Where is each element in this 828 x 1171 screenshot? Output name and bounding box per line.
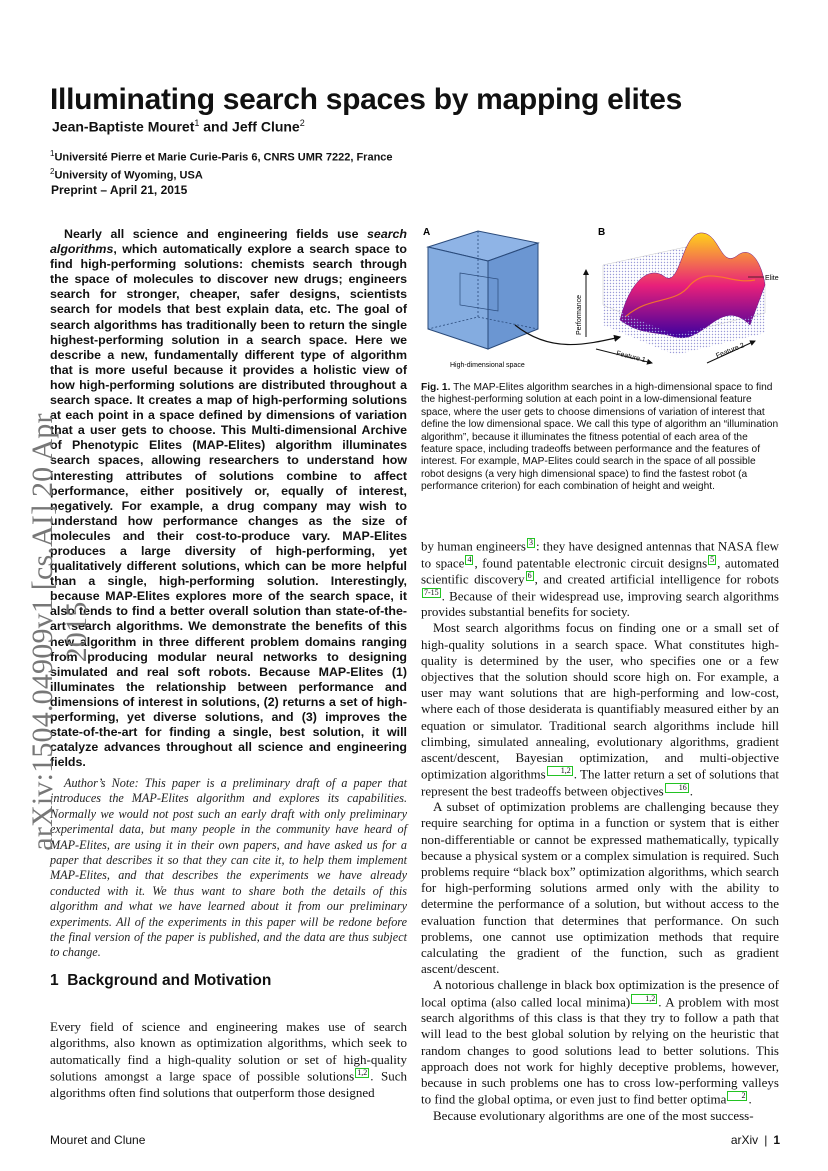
body-column-2 [421, 538, 779, 1124]
abstract-text-start: Nearly all science and engineering fields use [64, 227, 368, 241]
elite-label: Elite [765, 275, 779, 282]
body-text: . Such algorithms often find solutions that outperform those designed [50, 1068, 407, 1100]
page-number: 1 [773, 1133, 780, 1147]
body-text: : they have designed antennas that NASA flew to space [421, 538, 779, 570]
abstract [50, 227, 407, 770]
author-conjunction: and [203, 118, 229, 135]
figure-1 [420, 225, 780, 375]
author-1: Jean-Baptiste Mouret [52, 118, 195, 135]
panel-b-label: B [598, 227, 606, 238]
citation-link[interactable]: 1,2 [631, 994, 657, 1004]
citation-link[interactable]: 7-15 [424, 587, 439, 597]
high-dimensional-cube [428, 231, 538, 349]
footer-page-info [731, 1133, 780, 1147]
body-paragraph [421, 620, 779, 799]
caption-text [421, 382, 780, 494]
high-dimensional-space-label: High-dimensional space [450, 362, 525, 369]
caption-body: The MAP-Elites algorithm searches in a high-dimensional space to find the highest-performing solution at each point in a low-dimensional feature space, where the user gets to choose dimensions of variation of interest that define the low dimensional space. We call this type of algorithm an “illumination algorithm”, because it illuminates the fitness potential of each area of the feature space, including tradeoffs between performance and the features of interest. For example, MAP-Elites could search in the space of all possible robot designs (a very high dimensional space) to find the fastest robot (a performance criterion) for each combination of height and weight. [421, 382, 779, 493]
section-heading [50, 972, 271, 990]
abstract-emphasis: search algorithms [50, 227, 407, 257]
author-1-affiliation-mark: 1 [194, 118, 200, 128]
citation-link[interactable]: 2 [727, 1091, 747, 1101]
author-2: Jeff Clune [232, 118, 300, 135]
body-paragraph [421, 977, 779, 1107]
body-text: by human engineers [421, 538, 526, 554]
affiliation-2 [50, 165, 393, 183]
affiliations [50, 147, 393, 182]
body-text: . A problem with most search algorithms of this class is that they try to follow a path that will lead to the best global solution by relying on the heuristic that random changes to good solutions lead to better solutions. This approach does not work for highly deceptive problems, however, because in such problems one has to cross low-performing valleys to find the global optima, or even just to find better optima [421, 993, 780, 1107]
body-paragraph [50, 1019, 407, 1101]
body-paragraph: A subset of optimization problems are challenging because they require searching for optima in a function or system that is either non-differentiable or cannot be expressed mathematically, typically because a physical system or a complex simulation is required. Such problems require “black box” optimization algorithms, which search for high-performing solutions armed only with the ability to determine the performance of a solution, but without access to the evaluation function that determines that performance. On such problems, one cannot use optimization methods that require calculating the gradient of the function, such as gradient ascent/descent. [421, 799, 779, 977]
citation-link[interactable]: 4 [467, 554, 472, 564]
body-text: , automated scientific discovery [421, 554, 779, 587]
affiliation-1-mark: 1 [50, 149, 55, 158]
abstract-paragraph [50, 227, 407, 770]
figure-1-graphic [420, 225, 780, 375]
affiliation-2-text: University of Wyoming, USA [54, 169, 203, 182]
panel-a-label: A [423, 227, 431, 238]
body-text: . [748, 1091, 752, 1107]
authors-note [50, 776, 407, 961]
section-number: 1 [50, 972, 59, 989]
citation-link[interactable]: 16 [665, 783, 689, 793]
footer-authors: Mouret and Clune [50, 1133, 146, 1147]
body-column-1 [50, 1019, 407, 1101]
body-paragraph [421, 538, 779, 620]
feature-2-label: Feature 2 [715, 342, 746, 360]
body-text: A notorious challenge in black box optimization is the presence of local optima (also called local minima) [421, 977, 779, 1009]
affiliation-1 [50, 147, 393, 165]
citation-link[interactable]: 6 [527, 571, 532, 581]
affiliation-2-mark: 2 [50, 166, 55, 176]
performance-surface [603, 233, 765, 355]
arxiv-identifier-stamp: arXiv:1504.04909v1 [cs.AI] 20 Apr 2015 [26, 413, 93, 851]
authors-note-text: Author’s Note: This paper is a preliminary draft of a paper that introduces the MAP-Elites algorithm and explores its capabilities. Normally we would not post such an early draft with only preliminary experimental data, but many people in the community have heard of MAP-Elites, are using it in their own papers, and have asked us for a paper that describes it so that they can cite it, to help them implement MAP-Elites, and that describes the experiments we have already conducted with it. We thus want to share both the details of this algorithm and what we have learned about it from our preliminary experiments. All of the experiments in this paper will be redone before the final version of the paper is published, and the data are thus subject to change. [50, 776, 407, 960]
preprint-date: Preprint – April 21, 2015 [51, 183, 188, 197]
section-title: Background and Motivation [67, 972, 272, 989]
feature-1-label: Feature 1 [615, 350, 647, 365]
paper-title: Illuminating search spaces by mapping elites [50, 83, 683, 116]
body-text: Every field of science and engineering makes use of search algorithms, also known as optimization algorithms, which seek to automatically find a high-quality solution or set of high-quality solutions amongst a large space of possible solutions [50, 1019, 407, 1084]
abstract-text-rest: , which automatically explore a search space to find high-performing solutions: chemists search through the space of molecules to discover new drugs; engineers search for stronger, cheaper, safer designs, scientists search for models that best explain data, etc. The goal of search algorithms has traditionally been to return the single highest-performing solution in a search space. Here we describe a new, fundamentally different type of algorithm that is more useful because it provides a holistic view of how high-performing solutions are distributed throughout a search space. It creates a map of high-performing solutions at each point in a space defined by dimensions of variation that a user gets to choose. This Multi-dimensional Archive of Phenotypic Elites (MAP-Elites) algorithm illuminates search spaces, allowing researchers to understand how interesting attributes of solutions combine to affect performance, either positively or, equally of interest, negatively. For example, a drug company may wish to understand how performance changes as the size of molecules and their cost-to-produce vary. MAP-Elites produces a large diversity of high-performing, yet qualitatively different solutions, which can be more helpful than a single, high-performing solution. Interestingly, because MAP-Elites explores more of the search space, it also tends to find a better overall solution than state-of-the-art search algorithms. We demonstrate the benefits of this new algorithm in three different problem domains ranging from producing modular neural networks to designing simulated and real soft robots. Because MAP-Elites (1) illuminates the relationship between performance and dimensions of interest in solutions, (2) returns a set of high-performing, yet diverse solutions, and (3) improves the state-of-the-art for finding a single, best solution, it will catalyze advances throughout all science and engineering fields. [50, 242, 407, 770]
body-text: . The latter return a set of solutions that represent the best tradeoffs between objectives [421, 766, 779, 799]
body-text: , and created artificial intelligence for robots [534, 571, 779, 587]
citation-link[interactable]: 3 [528, 538, 533, 547]
footer-venue: arXiv [730, 1133, 759, 1147]
citation-link[interactable]: 5 [710, 554, 715, 564]
body-text: , found patentable electronic circuit designs [474, 554, 708, 570]
body-paragraph: Because evolutionary algorithms are one of the most success- [433, 1107, 754, 1123]
caption-label: Fig. 1. [421, 382, 451, 393]
citation-link[interactable]: 1,2 [357, 1068, 368, 1078]
author-2-affiliation-mark: 2 [299, 118, 305, 128]
body-text: . Because of their widespread use, improving search algorithms provides substantial benefits for society. [421, 587, 779, 620]
figure-caption [421, 382, 780, 494]
affiliation-1-text: Université Pierre et Marie Curie-Paris 6, CNRS UMR 7222, France [54, 151, 393, 164]
body-text: Most search algorithms focus on finding one or a small set of high-quality solutions in a search space. What constitutes high-quality is determined by the user, who specifies one or a few objectives that the solution should score high on. For example, a user may want solutions that are high-performing and low-cost, where each of those desiderata is quantifiably measured either by an equation or simulator. Traditional search algorithms include hill climbing, simulated annealing, evolutionary algorithms, gradient ascent/descent, Bayesian optimization, and multi-objective optimization algorithms [421, 620, 779, 782]
body-text: . [689, 783, 693, 799]
footer-separator: | [764, 1133, 768, 1147]
performance-axis-label: Performance [576, 294, 583, 335]
citation-link[interactable]: 1,2 [547, 766, 573, 776]
author-list [52, 118, 305, 135]
